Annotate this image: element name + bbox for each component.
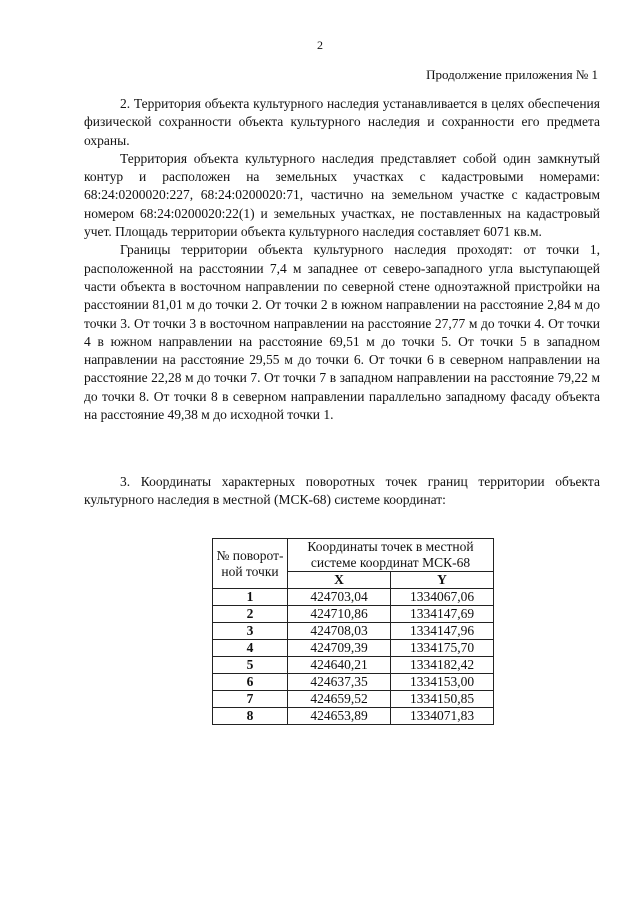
point-number: 2: [213, 606, 288, 623]
coord-x: 424703,04: [288, 589, 391, 606]
header-y: Y: [391, 572, 494, 589]
section-2: [84, 95, 600, 424]
table-row: [213, 589, 494, 606]
point-number: 4: [213, 640, 288, 657]
point-number: 3: [213, 623, 288, 640]
coord-y: 1334147,69: [391, 606, 494, 623]
coord-x: 424640,21: [288, 657, 391, 674]
table-row: [213, 640, 494, 657]
coord-y: 1334175,70: [391, 640, 494, 657]
continuation-note: Продолжение приложения № 1: [426, 67, 598, 82]
coord-y: 1334071,83: [391, 708, 494, 725]
paragraph-coordinates-intro: 3. Координаты характерных поворотных точек границ территории объекта культурного наследия в местной (МСК-68) системе координат:: [84, 474, 600, 508]
coord-x: 424710,86: [288, 606, 391, 623]
coord-x: 424637,35: [288, 674, 391, 691]
point-number: 8: [213, 708, 288, 725]
table-row: [213, 623, 494, 640]
coord-x: 424653,89: [288, 708, 391, 725]
coord-x: 424709,39: [288, 640, 391, 657]
paragraph-boundaries: Границы территории объекта культурного наследия проходят: от точки 1, расположенной на расстоянии 7,4 м западнее от северо-западного угла выступающей части объекта в восточном направлении по северной стене одноэтажной пристройки на расстоянии 81,01 м до точки 2. От точки 2 в южном направлении на расстояние 2,84 м до точки 3. От точки 3 в восточном направлении на расстояние 27,77 м до точки 4. От точки 4 в южном направлении на расстояние 69,51 м до точки 5. От точки 5 в западном направлении на расстояние 29,55 м до точки 6. От точки 6 в северном направлении на расстояние 22,28 м до точки 7. От точки 7 в западном направлении на расстояние 79,22 м до точки 8. От точки 8 в северном направлении параллельно западному фасаду объекта на расстояние 49,38 м до исходной точки 1.: [84, 242, 600, 423]
header-point-number: № поворот-ной точки: [213, 539, 288, 589]
coord-y: 1334153,00: [391, 674, 494, 691]
table-row: [213, 606, 494, 623]
point-number: 1: [213, 589, 288, 606]
point-number: 6: [213, 674, 288, 691]
paragraph-territory: Территория объекта культурного наследия представляет собой один замкнутый контур и расположен на земельных участках с кадастровыми номерами: 68:24:0200020:227, 68:24:0200020:71, частично на земельном участке с кадастровым номером 68:24:0200020:22(1) и земельных участках, не поставленных на кадастровый учет. Площадь территории объекта культурного наследия составляет 6071 кв.м.: [84, 150, 600, 240]
section-3: [84, 473, 600, 510]
coord-y: 1334182,42: [391, 657, 494, 674]
table-row: [213, 691, 494, 708]
coord-y: 1334150,85: [391, 691, 494, 708]
point-number: 5: [213, 657, 288, 674]
coord-y: 1334147,96: [391, 623, 494, 640]
header-coordinates: Координаты точек в местной системе координат МСК-68: [288, 539, 494, 572]
coord-x: 424708,03: [288, 623, 391, 640]
table-row: [213, 674, 494, 691]
table-row: [213, 657, 494, 674]
page-number: 2: [317, 38, 323, 52]
paragraph-purpose: 2. Территория объекта культурного наследия устанавливается в целях обеспечения физической сохранности объекта культурного наследия и сохранности его предмета охраны.: [84, 96, 600, 148]
header-x: X: [288, 572, 391, 589]
coord-y: 1334067,06: [391, 589, 494, 606]
coordinates-table: [212, 538, 494, 725]
point-number: 7: [213, 691, 288, 708]
table-row: [213, 708, 494, 725]
coord-x: 424659,52: [288, 691, 391, 708]
